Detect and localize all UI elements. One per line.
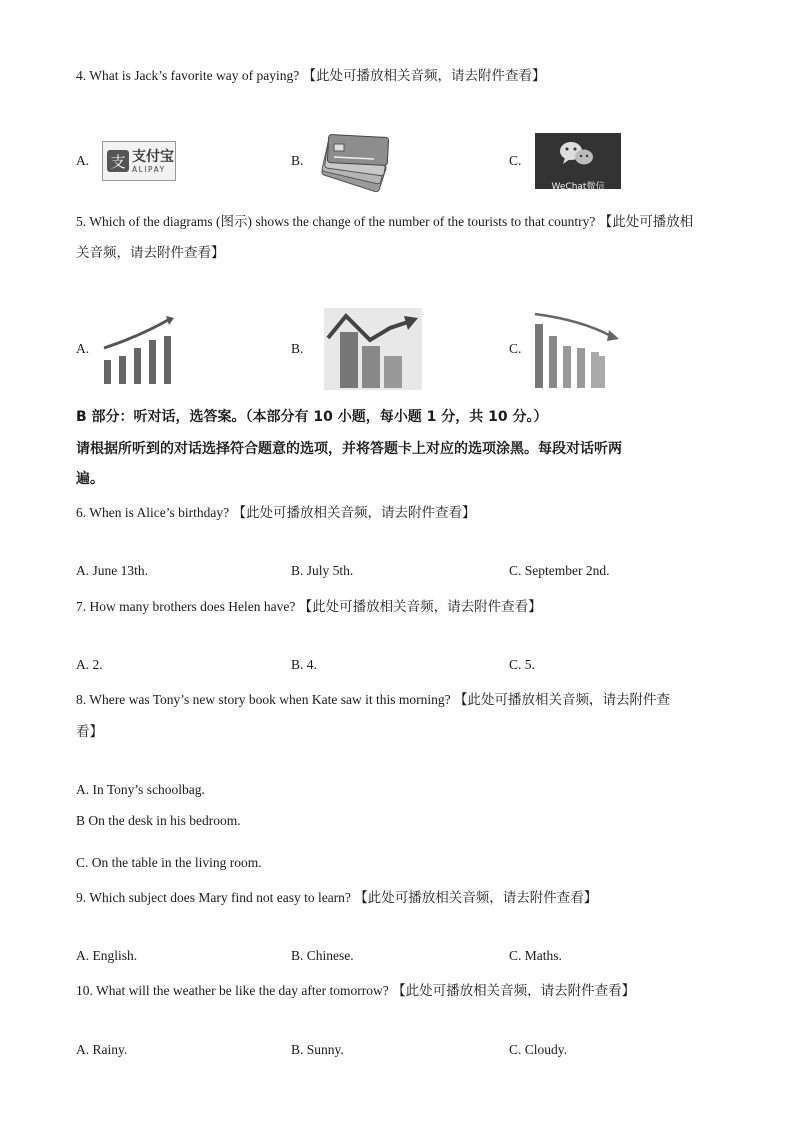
q5-question-line1: 5. Which of the diagrams (图示) shows the change of the number of the tourists to that country? 【此处可播放相 (76, 214, 694, 229)
alipay-logo (102, 141, 176, 181)
q8-option-b[interactable]: B On the desk in his bedroom. (76, 813, 241, 828)
q4-option-c-label[interactable]: C. (509, 153, 522, 168)
q5-question-line2: 关音频，请去附件查看】 (76, 245, 225, 260)
alipay-icon: 支 (107, 150, 129, 172)
q4-option-b-label[interactable]: B. (291, 153, 304, 168)
q7-option-a[interactable]: A. 2. (76, 657, 103, 672)
q10-question: 10. What will the weather be like the day after tomorrow? 【此处可播放相关音频，请去附件查看】 (76, 983, 636, 998)
wechat-logo (535, 133, 621, 192)
q6-question: 6. When is Alice’s birthday? 【此处可播放相关音频，请去附件查看】 (76, 505, 476, 520)
q9-option-b[interactable]: B. Chinese. (291, 948, 354, 963)
q6-option-b[interactable]: B. July 5th. (291, 563, 354, 578)
alipay-en-text: ALIPAY (132, 164, 166, 174)
section-b-instructions-line1: 请根据所听到的对话选择符合题意的选项，并将答题卡上对应的选项涂黑。每段对话听两 (76, 441, 622, 457)
wechat-icon (535, 133, 621, 173)
q4-option-a-label[interactable]: A. (76, 153, 90, 168)
q10-option-b[interactable]: B. Sunny. (291, 1042, 344, 1057)
q9-option-c[interactable]: C. Maths. (509, 948, 562, 963)
falling-bar-chart-image (531, 308, 621, 390)
q5-option-a-label[interactable]: A. (76, 341, 90, 356)
credit-card-icon (321, 134, 389, 192)
bank-cards-image (316, 126, 398, 192)
q9-option-a[interactable]: A. English. (76, 948, 138, 963)
q6-option-a[interactable]: A. June 13th. (76, 563, 148, 578)
q8-option-a[interactable]: A. In Tony’s schoolbag. (76, 782, 205, 797)
section-b-title: B 部分：听对话，选答案。（本部分有 10 小题，每小题 1 分，共 10 分。） (76, 409, 548, 425)
q8-option-c[interactable]: C. On the table in the living room. (76, 855, 262, 870)
q4-question: 4. What is Jack’s favorite way of paying? 【此处可播放相关音频，请去附件查看】 (76, 68, 546, 83)
q8-question-line1: 8. Where was Tony’s new story book when Kate saw it this morning? 【此处可播放相关音频，请去附件查 (76, 692, 670, 707)
q5-option-b-label[interactable]: B. (291, 341, 304, 356)
q10-option-c[interactable]: C. Cloudy. (509, 1042, 568, 1057)
q5-option-c-label[interactable]: C. (509, 341, 522, 356)
q6-option-c[interactable]: C. September 2nd. (509, 563, 610, 578)
alipay-cn-text: 支付宝 (132, 148, 174, 165)
q7-option-c[interactable]: C. 5. (509, 657, 535, 672)
q8-question-line2: 看】 (76, 724, 103, 739)
q7-question: 7. How many brothers does Helen have? 【此处可播放相关音频，请去附件查看】 (76, 599, 542, 614)
up-down-bar-chart-image (324, 308, 422, 390)
section-b-instructions-line2: 遍。 (76, 471, 104, 487)
q7-option-b[interactable]: B. 4. (291, 657, 317, 672)
q10-option-a[interactable]: A. Rainy. (76, 1042, 128, 1057)
q9-question: 9. Which subject does Mary find not easy to learn? 【此处可播放相关音频，请去附件查看】 (76, 890, 598, 905)
rising-bar-chart-image (100, 314, 178, 386)
wechat-label: WeChat微信 (551, 182, 605, 192)
